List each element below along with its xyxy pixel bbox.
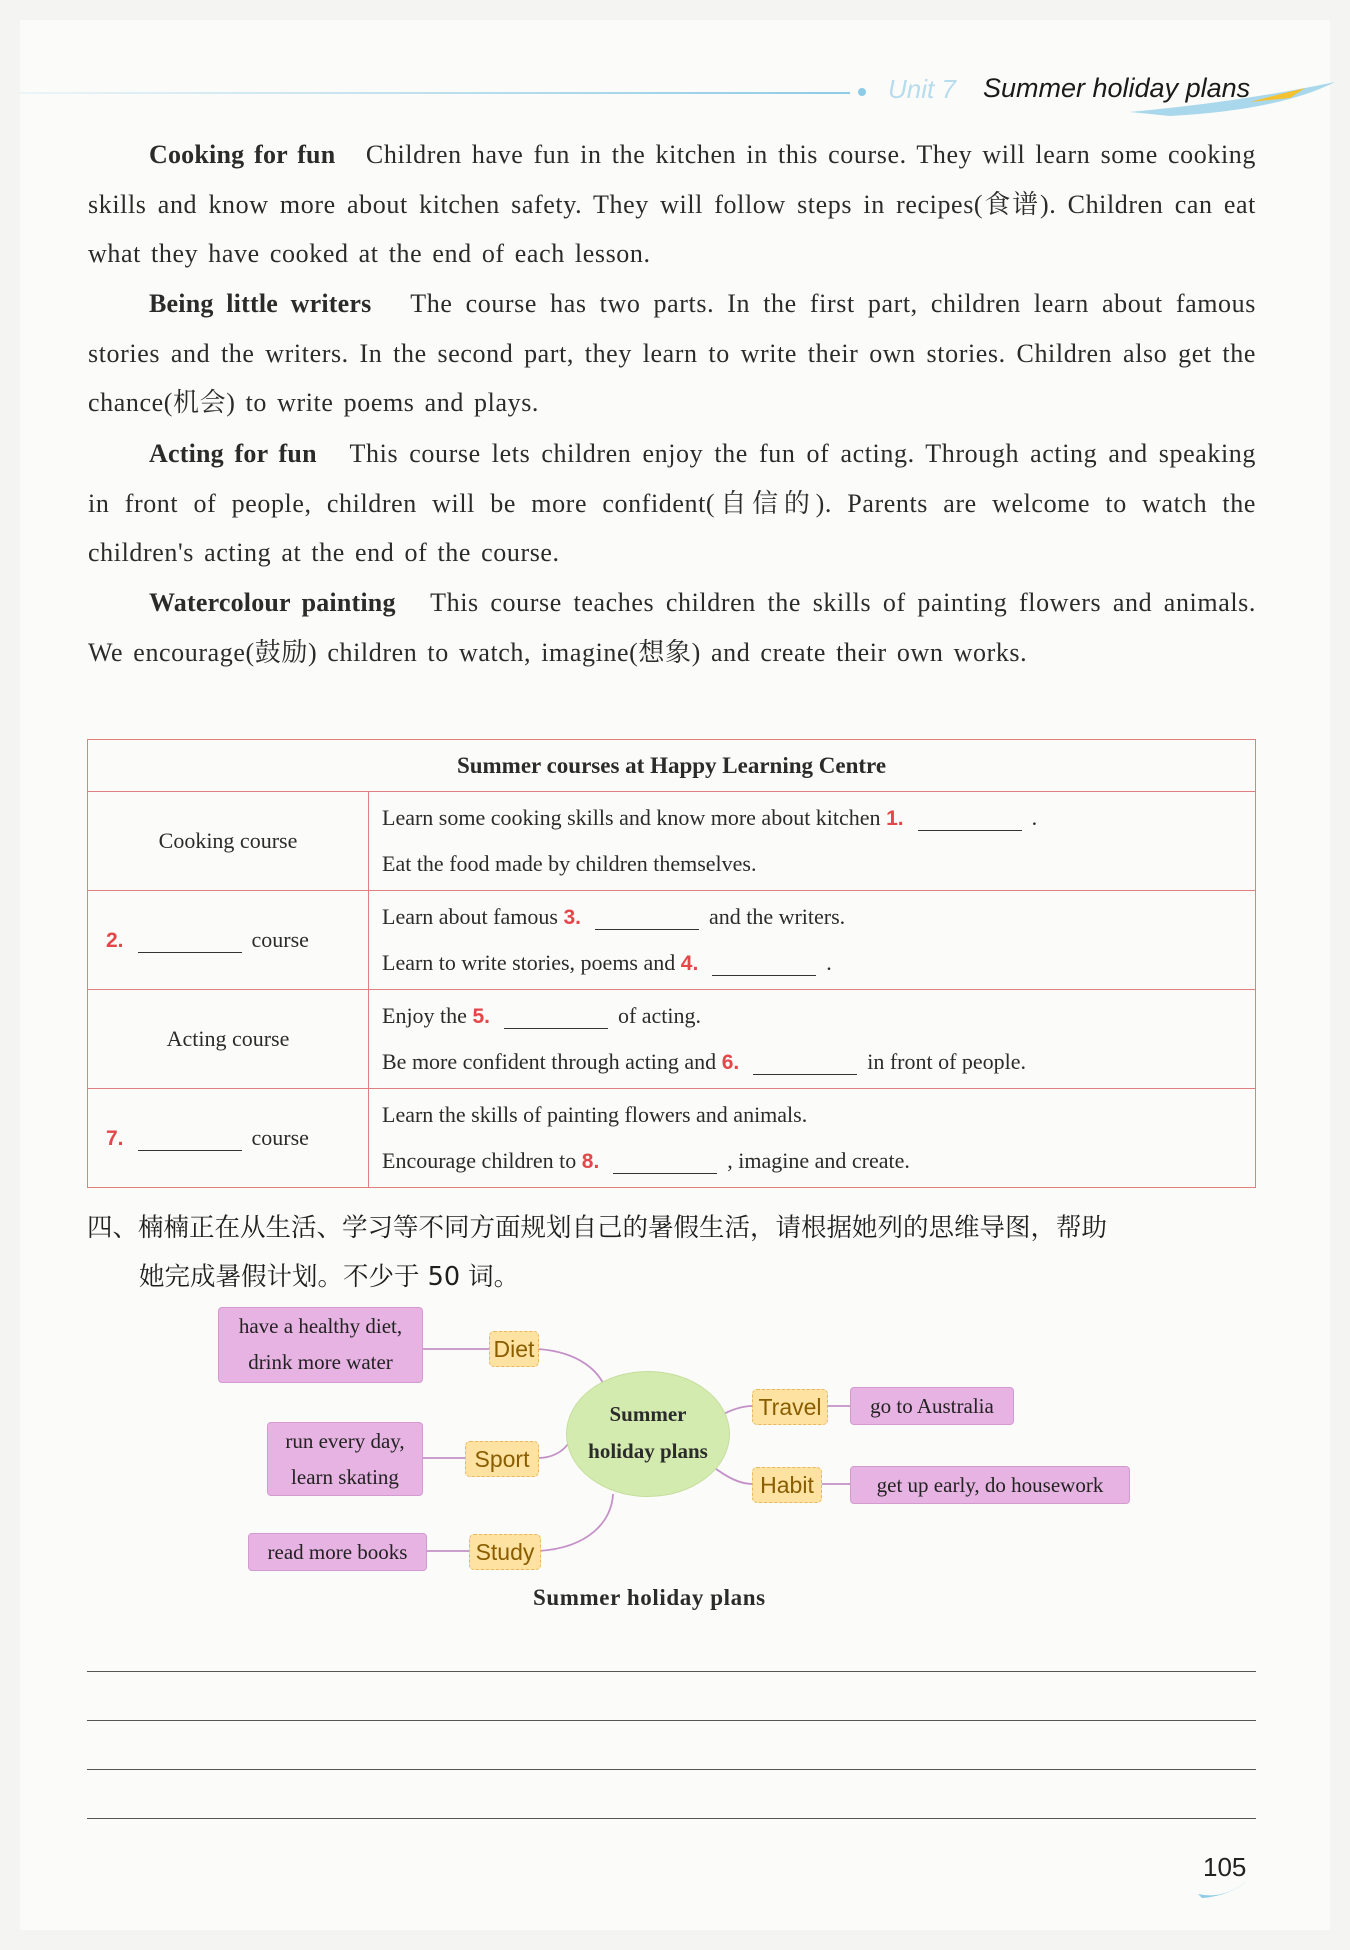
course-detail-cell (369, 1089, 1256, 1188)
diet-detail-line-2: drink more water (248, 1350, 393, 1374)
blank-number: 6. (721, 1051, 740, 1074)
blank-number: 5. (472, 1005, 490, 1028)
answer-blank-6[interactable] (753, 1052, 857, 1075)
writing-task-instructions (87, 1204, 1267, 1302)
detail-text: Enjoy the (382, 1003, 467, 1028)
answer-blank-3[interactable] (595, 907, 699, 930)
center-line-2: holiday plans (588, 1439, 708, 1463)
unit-title: Summer holiday plans (983, 73, 1251, 103)
course-detail-cell (369, 990, 1256, 1089)
sport-detail-pill (267, 1422, 423, 1496)
detail-text: , imagine and create. (727, 1148, 910, 1173)
study-label: Study (469, 1534, 541, 1570)
center-line-1: Summer (609, 1402, 687, 1426)
detail-text: Be more confident through acting and (382, 1049, 717, 1074)
passage-text: Children have fun in the kitchen in this course. They will learn some cooking skills and know more about kitchen safety. They will follow steps in recipes(食谱). Children can eat what they have cooked at the end of each lesson. (88, 140, 1256, 268)
sport-detail-line-2: learn skating (291, 1465, 399, 1489)
passage-heading: Cooking for fun (149, 140, 336, 169)
writing-line[interactable] (87, 1818, 1256, 1819)
table-row (88, 990, 1256, 1089)
answer-blank-1[interactable] (918, 808, 1022, 831)
sport-detail-line-1: run every day, (285, 1429, 405, 1453)
passage-acting (88, 429, 1256, 578)
detail-text: Eat the food made by children themselves. (382, 851, 757, 876)
table-caption: Summer courses at Happy Learning Centre (88, 740, 1256, 792)
diet-detail-pill (218, 1307, 423, 1383)
writing-line[interactable] (87, 1720, 1256, 1721)
table-row (88, 1089, 1256, 1188)
course-detail-cell (369, 792, 1256, 891)
header-dot-icon (856, 86, 868, 98)
passage-text: The course has two parts. In the first part, children learn about famous stories and the writers. In the second part, they learn to write their own stories. Children also get the chance(机会) to write poems and plays. (88, 289, 1256, 417)
table-row (88, 891, 1256, 990)
answer-blank-2[interactable] (138, 930, 242, 953)
writing-line[interactable] (87, 1769, 1256, 1770)
answer-blank-8[interactable] (613, 1151, 717, 1174)
detail-text: Learn about famous (382, 904, 558, 929)
course-suffix: course (251, 1124, 309, 1150)
passage-heading: Being little writers (149, 289, 372, 318)
mindmap-caption: Summer holiday plans (533, 1585, 766, 1610)
diet-label: Diet (489, 1331, 539, 1367)
course-name-cell (88, 1089, 369, 1188)
detail-text: of acting. (617, 1003, 702, 1028)
travel-label: Travel (752, 1389, 828, 1425)
detail-text: Learn to write stories, poems and (382, 950, 676, 975)
habit-label: Habit (752, 1467, 822, 1503)
sport-label: Sport (465, 1441, 539, 1477)
courses-table (87, 739, 1256, 1188)
table-row (88, 792, 1256, 891)
study-detail-pill: read more books (248, 1533, 427, 1571)
detail-text: and the writers. (708, 904, 846, 929)
travel-detail-pill: go to Australia (850, 1387, 1014, 1425)
habit-detail-pill: get up early, do housework (850, 1466, 1130, 1504)
detail-text: . (1031, 805, 1038, 830)
passage-heading: Acting for fun (149, 439, 317, 468)
answer-blank-5[interactable] (504, 1006, 608, 1029)
page-number: 105 (1203, 1852, 1247, 1882)
blank-number: 7. (106, 1126, 124, 1150)
course-name-cell (88, 891, 369, 990)
passage-text: This course lets children enjoy the fun of acting. Through acting and speaking in front of people, children will be more confident(自信的). Parents are welcome to watch the children's acting at the end of the course. (88, 439, 1256, 567)
answer-blank-7[interactable] (138, 1128, 242, 1151)
blank-number: 4. (680, 952, 699, 975)
passage-watercolour (88, 578, 1256, 677)
blank-number: 3. (563, 906, 581, 929)
diet-detail-line-1: have a healthy diet, (238, 1314, 403, 1338)
header-swoosh-icon (1130, 80, 1340, 120)
task-line-1: 四、楠楠正在从生活、学习等不同方面规划自己的暑假生活，请根据她列的思维导图，帮助 (87, 1213, 1108, 1243)
passage-heading: Watercolour painting (149, 588, 396, 617)
passage-writers (88, 279, 1256, 428)
writing-line[interactable] (87, 1671, 1256, 1672)
blank-number: 2. (106, 928, 124, 952)
blank-number: 8. (581, 1150, 600, 1173)
course-name-cell: Acting course (88, 990, 369, 1089)
passage-text: This course teaches children the skills of painting flowers and animals. We encourage(鼓励) children to watch, imagine(想象) and create their own works. (88, 588, 1256, 667)
detail-text: Learn some cooking skills and know more about kitchen (382, 805, 881, 830)
detail-text: Encourage children to (382, 1148, 577, 1173)
blank-number: 1. (886, 807, 904, 830)
course-detail-cell (369, 891, 1256, 990)
detail-text: Learn the skills of painting flowers and animals. (382, 1102, 808, 1127)
header-rule (20, 92, 850, 94)
task-line-2: 她完成暑假计划。不少于 50 词。 (139, 1262, 520, 1292)
answer-blank-4[interactable] (712, 953, 816, 976)
detail-text: . (826, 950, 832, 975)
course-name-cell: Cooking course (88, 792, 369, 891)
course-suffix: course (251, 926, 309, 952)
detail-text: in front of people. (867, 1049, 1027, 1074)
passage-cooking (88, 130, 1256, 279)
page-number-swoosh-icon (1196, 1878, 1250, 1900)
unit-label: Unit 7 (888, 74, 956, 104)
mindmap-center-node (566, 1371, 730, 1497)
